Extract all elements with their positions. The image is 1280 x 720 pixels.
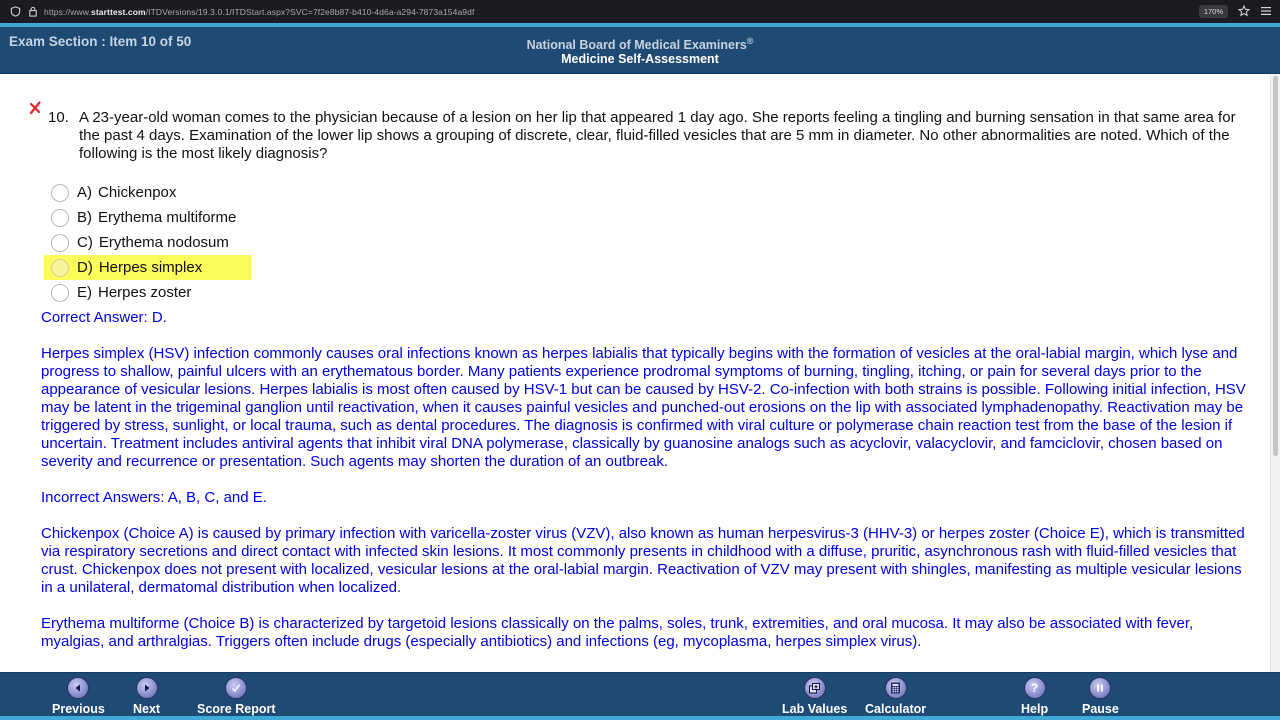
lab-values-button[interactable] <box>782 677 847 716</box>
url-path: /ITDVersions/19.3.0.1/ITDStart.aspx?SVC=7f2e8b87-b410-4d6a-a294-7873a154a9df <box>145 6 475 17</box>
browser-toolbar <box>0 0 1280 23</box>
correct-answer-label: Correct Answer: D. <box>41 309 167 326</box>
option-b[interactable] <box>44 205 251 230</box>
lab-values-icon <box>804 677 826 699</box>
url-prefix: https://www. <box>44 6 92 17</box>
pause-icon <box>1089 677 1111 699</box>
question-mark-icon: ? <box>1024 677 1046 699</box>
option-letter: B) <box>77 209 92 226</box>
org-name-text: National Board of Medical Examiners <box>526 38 747 53</box>
bookmark-star-icon[interactable] <box>1238 5 1250 19</box>
zoom-level-badge[interactable]: 170% <box>1199 5 1228 18</box>
choice-b-explanation: Erythema multiforme (Choice B) is characterized by targetoid lesions classically on the palms, soles, trunk, extremities, and oral mucosa. It may also be associated with fever, myalgias, and arthralgias. Triggers often include drugs (especially antibiotics) and infections (eg, mycoplasma, herpes simplex virus). <box>41 615 1194 650</box>
option-a[interactable] <box>44 180 251 205</box>
option-text: Erythema multiforme <box>98 209 237 226</box>
option-letter: D) <box>77 259 93 276</box>
option-letter: C) <box>77 234 93 251</box>
incorrect-answers-label: Incorrect Answers: A, B, C, and E. <box>41 489 267 506</box>
footer-toolbar <box>0 672 1280 716</box>
registered-mark: ® <box>746 36 754 46</box>
option-text: Chickenpox <box>98 184 177 201</box>
calculator-label: Calculator <box>865 702 927 716</box>
question-number: 10. <box>48 109 69 126</box>
arrow-right-icon <box>136 677 158 699</box>
answer-options <box>44 180 251 305</box>
pause-button[interactable] <box>1082 677 1119 716</box>
item-counter: Exam Section : Item 10 of 50 <box>9 34 192 49</box>
url-domain: starttest.com <box>91 6 146 17</box>
next-label: Next <box>133 702 161 716</box>
previous-button[interactable] <box>52 677 105 716</box>
question-content <box>0 74 1270 672</box>
organization-name <box>0 34 1280 52</box>
content-scrollbar[interactable] <box>1270 74 1280 672</box>
exam-header <box>0 27 1280 74</box>
next-button[interactable] <box>133 677 160 716</box>
option-letter: E) <box>77 284 92 301</box>
header-title-block <box>0 34 1280 66</box>
question-stem: A 23-year-old woman comes to the physician because of a lesion on her lip that appeared 1 day ago. She reports feeling a tingling and burning sensation in that same area for the past 4 days. Examination of the lower lip shows a grouping of discrete, clear, fluid-filled vesicles that are 5 mm in diameter. No other abnormalities are noted. Which of the following is the most likely diagnosis? <box>79 109 1236 162</box>
correct-explanation: Herpes simplex (HSV) infection commonly causes oral infections known as herpes labialis that typically begins with the formation of vesicles at the oral-labial margin, which lyse and progress to shallow, painful ulcers with an erythematous border. Many patients experience prodromal symptoms of burning, tingling, itching, or pain for several days prior to the appearance of vesicular lesions. Herpes labialis is most often caused by HSV-1 but can be caused by HSV-2. Co-infection with both strains is possible. Following initial infection, HSV may be latent in the trigeminal ganglion until reactivation, when it causes painful vesicles and punched-out erosions on the lip with associated lymphadenopathy. Reactivation may be triggered by stress, sunlight, or local trauma, such as dental procedures. The diagnosis is confirmed with viral culture or polymerase chain reaction test from the base of the lesion if uncertain. Treatment includes antiviral agents that inhibit viral DNA polymerase, classically by guanosine analogs such as acyclovir, valacyclovir, and famciclovir, chosen based on severity and recurrence or presentation. Such agents may shorten the duration of an outbreak. <box>41 345 1246 470</box>
option-c[interactable] <box>44 230 251 255</box>
choice-a-explanation: Chickenpox (Choice A) is caused by primary infection with varicella-zoster virus (VZV), also known as human herpesvirus-3 (HHV-3) or herpes zoster (Choice E), which is transmitted via respiratory secretions and direct contact with infected skin lesions. It most commonly presents in childhood with a diffuse, pruritic, asynchronous rash with fluid-filled vesicles that crust. Chickenpox does not present with localized, vesicular lesions at the oral-labial margin. Reactivation of VZV may present with shingles, manifesting as multiple vesicular lesions in a unilateral, dermatomal distribution when localized. <box>41 525 1245 596</box>
score-report-button[interactable] <box>197 677 276 716</box>
radio-button[interactable] <box>51 259 69 277</box>
option-text: Herpes simplex <box>98 259 203 276</box>
pause-label: Pause <box>1082 702 1119 716</box>
menu-hamburger-icon[interactable] <box>1260 6 1272 18</box>
previous-label: Previous <box>52 702 105 716</box>
option-e[interactable] <box>44 280 251 305</box>
radio-button[interactable] <box>51 284 69 302</box>
incorrect-x-icon <box>28 101 42 115</box>
help-label: Help <box>1021 702 1049 716</box>
arrow-left-icon <box>67 677 89 699</box>
radio-button[interactable] <box>51 209 69 227</box>
radio-button[interactable] <box>51 234 69 252</box>
lock-icon[interactable] <box>26 5 40 19</box>
option-text: Erythema nodosum <box>98 234 229 251</box>
bottom-accent-strip <box>0 716 1280 720</box>
help-button[interactable] <box>1021 677 1048 716</box>
calculator-icon <box>885 677 907 699</box>
address-bar[interactable] <box>44 7 474 17</box>
option-d[interactable] <box>44 255 251 280</box>
radio-button[interactable] <box>51 184 69 202</box>
checkmark-icon <box>225 677 247 699</box>
option-text: Herpes zoster <box>98 284 192 301</box>
lab-values-label: Lab Values <box>782 702 848 716</box>
exam-title: Medicine Self-Assessment <box>561 52 719 67</box>
score-report-label: Score Report <box>197 702 276 716</box>
shield-icon[interactable] <box>8 5 22 19</box>
option-letter: A) <box>77 184 92 201</box>
scrollbar-thumb[interactable] <box>1273 76 1278 456</box>
calculator-button[interactable] <box>865 677 926 716</box>
